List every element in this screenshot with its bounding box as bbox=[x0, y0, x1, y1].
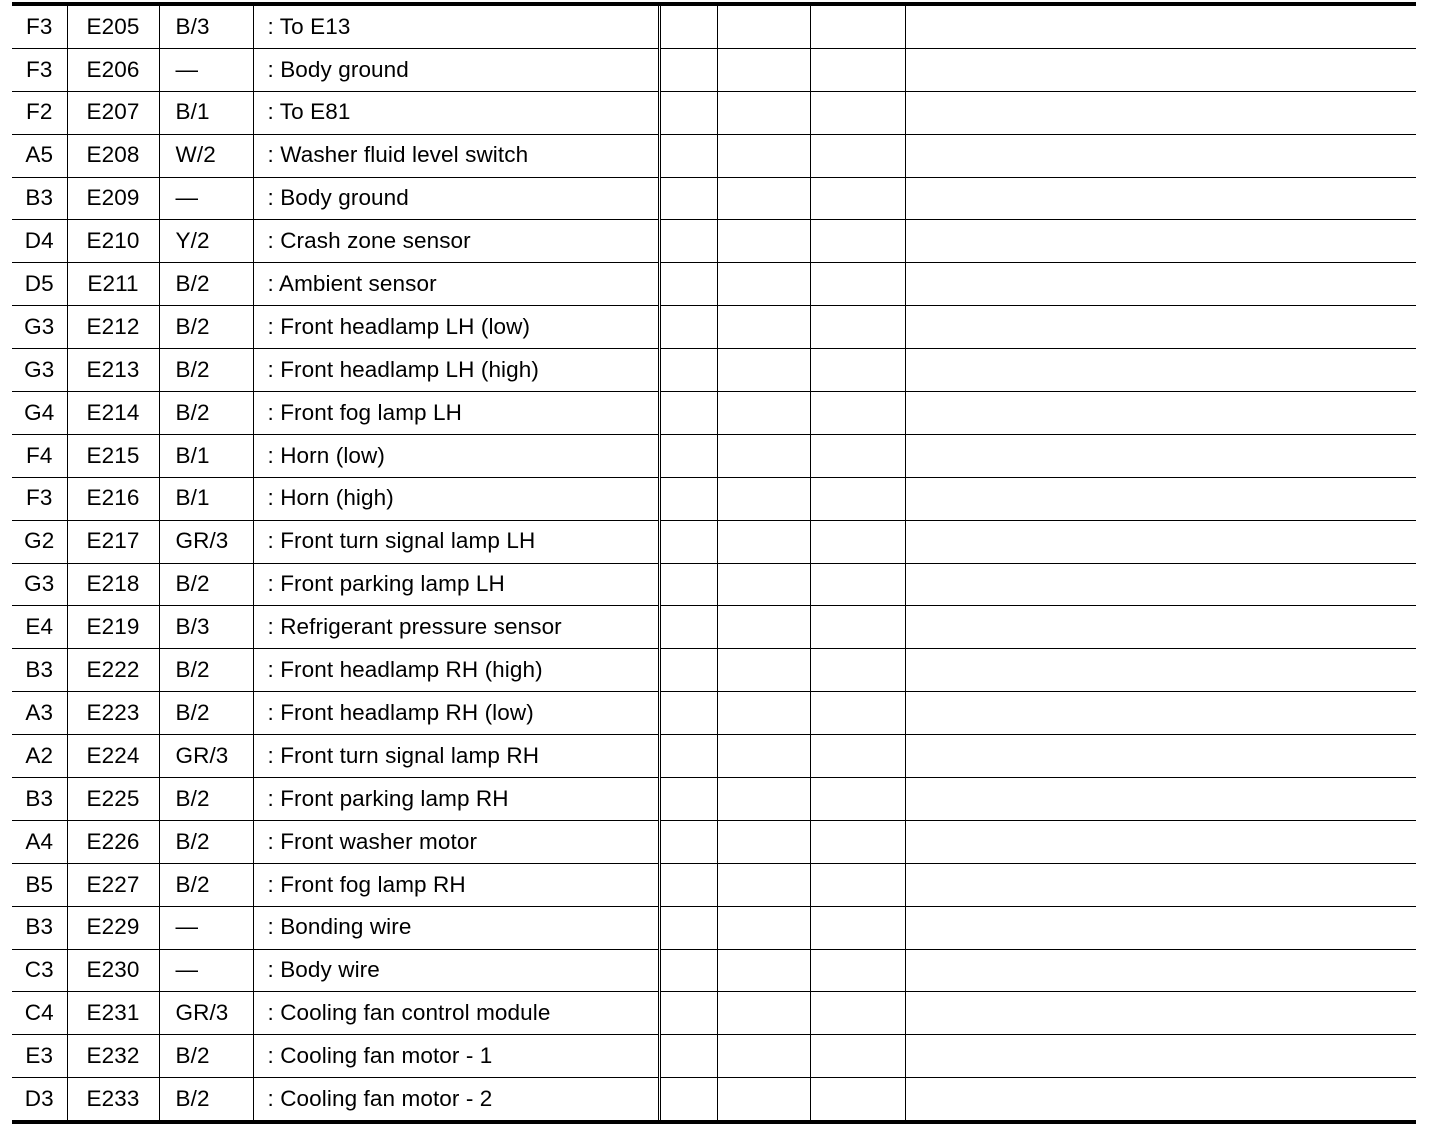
connector-color-pins-cell: B/2 bbox=[159, 306, 253, 349]
empty-cell bbox=[717, 392, 810, 435]
empty-cell bbox=[659, 349, 717, 392]
connector-description-cell: : Cooling fan motor - 2 bbox=[253, 1078, 659, 1122]
connector-id-cell: E212 bbox=[67, 306, 159, 349]
empty-cell bbox=[717, 820, 810, 863]
grid-reference-cell: B3 bbox=[12, 906, 67, 949]
empty-cell bbox=[659, 563, 717, 606]
empty-cell bbox=[810, 1078, 905, 1122]
grid-reference-cell: A2 bbox=[12, 735, 67, 778]
connector-description-cell: : Washer fluid level switch bbox=[253, 134, 659, 177]
table-row bbox=[12, 735, 1416, 778]
empty-cell bbox=[905, 91, 1416, 134]
empty-cell bbox=[810, 606, 905, 649]
grid-reference-cell: G3 bbox=[12, 306, 67, 349]
table-row bbox=[12, 91, 1416, 134]
grid-reference-cell: E4 bbox=[12, 606, 67, 649]
connector-id-cell: E226 bbox=[67, 820, 159, 863]
empty-cell bbox=[810, 520, 905, 563]
empty-cell bbox=[905, 863, 1416, 906]
empty-cell bbox=[905, 4, 1416, 48]
empty-cell bbox=[905, 134, 1416, 177]
connector-id-cell: E207 bbox=[67, 91, 159, 134]
empty-cell bbox=[810, 1035, 905, 1078]
empty-cell bbox=[810, 692, 905, 735]
connector-color-pins-cell: B/1 bbox=[159, 91, 253, 134]
empty-cell bbox=[659, 778, 717, 821]
empty-cell bbox=[659, 949, 717, 992]
table-row bbox=[12, 434, 1416, 477]
connector-color-pins-cell: B/2 bbox=[159, 863, 253, 906]
empty-cell bbox=[810, 48, 905, 91]
empty-cell bbox=[659, 263, 717, 306]
empty-cell bbox=[905, 1035, 1416, 1078]
connector-color-pins-cell: B/2 bbox=[159, 349, 253, 392]
empty-cell bbox=[717, 1078, 810, 1122]
empty-cell bbox=[810, 263, 905, 306]
empty-cell bbox=[659, 606, 717, 649]
empty-cell bbox=[905, 434, 1416, 477]
empty-cell bbox=[659, 134, 717, 177]
connector-id-cell: E223 bbox=[67, 692, 159, 735]
empty-cell bbox=[717, 778, 810, 821]
empty-cell bbox=[717, 48, 810, 91]
connector-description-cell: : Front fog lamp RH bbox=[253, 863, 659, 906]
connector-description-cell: : To E13 bbox=[253, 4, 659, 48]
table-row bbox=[12, 906, 1416, 949]
connector-color-pins-cell: B/2 bbox=[159, 1078, 253, 1122]
empty-cell bbox=[717, 863, 810, 906]
empty-cell bbox=[659, 4, 717, 48]
connector-color-pins-cell: B/3 bbox=[159, 4, 253, 48]
connector-id-cell: E227 bbox=[67, 863, 159, 906]
connector-color-pins-cell: B/2 bbox=[159, 649, 253, 692]
empty-cell bbox=[659, 520, 717, 563]
grid-reference-cell: B3 bbox=[12, 778, 67, 821]
connector-description-cell: : Front washer motor bbox=[253, 820, 659, 863]
empty-cell bbox=[659, 863, 717, 906]
connector-description-cell: : Bonding wire bbox=[253, 906, 659, 949]
connector-id-cell: E206 bbox=[67, 48, 159, 91]
connector-description-cell: : Front headlamp RH (high) bbox=[253, 649, 659, 692]
empty-cell bbox=[717, 91, 810, 134]
table-row bbox=[12, 306, 1416, 349]
connector-color-pins-cell: GR/3 bbox=[159, 992, 253, 1035]
connector-color-pins-cell: — bbox=[159, 906, 253, 949]
empty-cell bbox=[810, 949, 905, 992]
connector-color-pins-cell: — bbox=[159, 949, 253, 992]
connector-id-cell: E232 bbox=[67, 1035, 159, 1078]
connector-description-cell: : Crash zone sensor bbox=[253, 220, 659, 263]
empty-cell bbox=[717, 306, 810, 349]
empty-cell bbox=[717, 1035, 810, 1078]
connector-color-pins-cell: B/2 bbox=[159, 1035, 253, 1078]
connector-description-cell: : Horn (low) bbox=[253, 434, 659, 477]
empty-cell bbox=[810, 306, 905, 349]
grid-reference-cell: G3 bbox=[12, 563, 67, 606]
connector-color-pins-cell: B/2 bbox=[159, 563, 253, 606]
connector-id-cell: E217 bbox=[67, 520, 159, 563]
grid-reference-cell: B3 bbox=[12, 177, 67, 220]
connector-color-pins-cell: B/2 bbox=[159, 692, 253, 735]
table-row bbox=[12, 863, 1416, 906]
empty-cell bbox=[905, 177, 1416, 220]
grid-reference-cell: F3 bbox=[26, 13, 53, 39]
grid-reference-cell: A5 bbox=[12, 134, 67, 177]
connector-color-pins-cell: Y/2 bbox=[159, 220, 253, 263]
grid-reference-cell: D5 bbox=[12, 263, 67, 306]
empty-cell bbox=[659, 434, 717, 477]
empty-cell bbox=[659, 992, 717, 1035]
empty-cell bbox=[810, 820, 905, 863]
empty-cell bbox=[810, 349, 905, 392]
empty-cell bbox=[810, 992, 905, 1035]
empty-cell bbox=[717, 134, 810, 177]
empty-cell bbox=[717, 906, 810, 949]
empty-cell bbox=[717, 349, 810, 392]
empty-cell bbox=[905, 349, 1416, 392]
empty-cell bbox=[659, 1035, 717, 1078]
empty-cell bbox=[659, 91, 717, 134]
table-row bbox=[12, 1078, 1416, 1122]
empty-cell bbox=[810, 91, 905, 134]
grid-reference-cell: A4 bbox=[12, 820, 67, 863]
connector-color-pins-cell: B/1 bbox=[159, 477, 253, 520]
connector-id-cell: E215 bbox=[67, 434, 159, 477]
empty-cell bbox=[810, 392, 905, 435]
empty-cell bbox=[717, 735, 810, 778]
table-row bbox=[12, 392, 1416, 435]
connector-id-cell: E216 bbox=[67, 477, 159, 520]
empty-cell bbox=[905, 220, 1416, 263]
table-row bbox=[12, 1035, 1416, 1078]
empty-cell bbox=[810, 177, 905, 220]
empty-cell bbox=[717, 220, 810, 263]
connector-description-cell: : Front headlamp LH (low) bbox=[253, 306, 659, 349]
empty-cell bbox=[717, 563, 810, 606]
empty-cell bbox=[905, 649, 1416, 692]
empty-cell bbox=[905, 820, 1416, 863]
empty-cell bbox=[659, 392, 717, 435]
empty-cell bbox=[905, 263, 1416, 306]
empty-cell bbox=[717, 177, 810, 220]
connector-id-cell: E209 bbox=[67, 177, 159, 220]
connector-list-table bbox=[12, 2, 1416, 1124]
empty-cell bbox=[810, 649, 905, 692]
empty-cell bbox=[659, 735, 717, 778]
empty-cell bbox=[905, 949, 1416, 992]
connector-description-cell: : Front headlamp LH (high) bbox=[253, 349, 659, 392]
empty-cell bbox=[717, 692, 810, 735]
grid-reference-cell: C3 bbox=[12, 949, 67, 992]
grid-reference-cell: C4 bbox=[12, 992, 67, 1035]
empty-cell bbox=[810, 735, 905, 778]
empty-cell bbox=[717, 949, 810, 992]
table-row bbox=[12, 477, 1416, 520]
table-row bbox=[12, 263, 1416, 306]
grid-reference-cell: F2 bbox=[12, 91, 67, 134]
connector-description-cell: : Cooling fan motor - 1 bbox=[253, 1035, 659, 1078]
connector-id-cell: E211 bbox=[67, 263, 159, 306]
empty-cell bbox=[905, 520, 1416, 563]
empty-cell bbox=[905, 1078, 1416, 1122]
table-row bbox=[12, 134, 1416, 177]
empty-cell bbox=[905, 992, 1416, 1035]
connector-description-cell: : Cooling fan control module bbox=[253, 992, 659, 1035]
connector-description-cell: : Refrigerant pressure sensor bbox=[253, 606, 659, 649]
connector-description-cell: : Ambient sensor bbox=[253, 263, 659, 306]
connector-id-cell: E219 bbox=[67, 606, 159, 649]
empty-cell bbox=[659, 1078, 717, 1122]
connector-description-cell: : Front turn signal lamp LH bbox=[253, 520, 659, 563]
empty-cell bbox=[659, 820, 717, 863]
connector-id-cell: E213 bbox=[67, 349, 159, 392]
connector-description-cell: : Front headlamp RH (low) bbox=[253, 692, 659, 735]
table-row bbox=[12, 692, 1416, 735]
empty-cell bbox=[659, 220, 717, 263]
empty-cell bbox=[810, 4, 905, 48]
grid-reference-cell: G2 bbox=[12, 520, 67, 563]
connector-color-pins-cell: W/2 bbox=[159, 134, 253, 177]
connector-color-pins-cell: B/3 bbox=[159, 606, 253, 649]
table-row bbox=[12, 220, 1416, 263]
table-row bbox=[12, 949, 1416, 992]
connector-id-cell: E225 bbox=[67, 778, 159, 821]
connector-id-cell: E233 bbox=[67, 1078, 159, 1122]
table-row bbox=[12, 48, 1416, 91]
connector-color-pins-cell: B/2 bbox=[159, 263, 253, 306]
empty-cell bbox=[810, 863, 905, 906]
connector-id-cell: E224 bbox=[67, 735, 159, 778]
connector-description-cell: : To E81 bbox=[253, 91, 659, 134]
empty-cell bbox=[905, 48, 1416, 91]
connector-id-cell: E208 bbox=[67, 134, 159, 177]
connector-color-pins-cell: GR/3 bbox=[159, 735, 253, 778]
connector-description-cell: : Body wire bbox=[253, 949, 659, 992]
empty-cell bbox=[659, 177, 717, 220]
connector-list-body bbox=[12, 4, 1416, 1122]
grid-reference-cell: D4 bbox=[12, 220, 67, 263]
connector-color-pins-cell: GR/3 bbox=[159, 520, 253, 563]
empty-cell bbox=[659, 692, 717, 735]
grid-reference-cell: B3 bbox=[12, 649, 67, 692]
table-row bbox=[12, 349, 1416, 392]
empty-cell bbox=[717, 606, 810, 649]
connector-id-cell: E231 bbox=[67, 992, 159, 1035]
connector-color-pins-cell: B/2 bbox=[159, 820, 253, 863]
connector-color-pins-cell: — bbox=[159, 177, 253, 220]
empty-cell bbox=[717, 263, 810, 306]
table-row bbox=[12, 820, 1416, 863]
connector-id-cell: E222 bbox=[67, 649, 159, 692]
empty-cell bbox=[905, 306, 1416, 349]
empty-cell bbox=[717, 992, 810, 1035]
empty-cell bbox=[810, 778, 905, 821]
connector-id-cell: E230 bbox=[67, 949, 159, 992]
grid-reference-cell: F3 bbox=[12, 48, 67, 91]
connector-description-cell: : Front parking lamp RH bbox=[253, 778, 659, 821]
grid-reference-cell: G3 bbox=[12, 349, 67, 392]
empty-cell bbox=[659, 306, 717, 349]
empty-cell bbox=[659, 477, 717, 520]
empty-cell bbox=[905, 778, 1416, 821]
table-row bbox=[12, 177, 1416, 220]
empty-cell bbox=[905, 735, 1416, 778]
empty-cell bbox=[659, 649, 717, 692]
grid-reference-cell: D3 bbox=[12, 1078, 67, 1122]
connector-description-cell: : Front parking lamp LH bbox=[253, 563, 659, 606]
connector-id-cell: E218 bbox=[67, 563, 159, 606]
table-row bbox=[12, 992, 1416, 1035]
connector-id-cell: E210 bbox=[67, 220, 159, 263]
empty-cell bbox=[717, 434, 810, 477]
grid-reference-cell: G4 bbox=[12, 392, 67, 435]
table-row bbox=[12, 778, 1416, 821]
grid-reference-cell: F3 bbox=[12, 477, 67, 520]
empty-cell bbox=[810, 563, 905, 606]
empty-cell bbox=[905, 392, 1416, 435]
empty-cell bbox=[717, 4, 810, 48]
connector-id-cell: E205 bbox=[67, 4, 159, 48]
connector-id-cell: E214 bbox=[67, 392, 159, 435]
connector-color-pins-cell: B/2 bbox=[159, 392, 253, 435]
connector-description-cell: : Front turn signal lamp RH bbox=[253, 735, 659, 778]
connector-description-cell: : Horn (high) bbox=[253, 477, 659, 520]
grid-reference-cell: A3 bbox=[12, 692, 67, 735]
connector-description-cell: : Body ground bbox=[253, 48, 659, 91]
empty-cell bbox=[810, 906, 905, 949]
empty-cell bbox=[905, 692, 1416, 735]
connector-description-cell: : Front fog lamp LH bbox=[253, 392, 659, 435]
empty-cell bbox=[810, 477, 905, 520]
empty-cell bbox=[905, 906, 1416, 949]
empty-cell bbox=[810, 220, 905, 263]
table-row bbox=[12, 563, 1416, 606]
connector-description-cell: : Body ground bbox=[253, 177, 659, 220]
grid-reference-cell: B5 bbox=[12, 863, 67, 906]
connector-color-pins-cell: — bbox=[159, 48, 253, 91]
connector-color-pins-cell: B/2 bbox=[159, 778, 253, 821]
grid-reference-cell: F4 bbox=[12, 434, 67, 477]
connector-id-cell: E229 bbox=[67, 906, 159, 949]
empty-cell bbox=[810, 434, 905, 477]
empty-cell bbox=[905, 477, 1416, 520]
table-row bbox=[12, 520, 1416, 563]
empty-cell bbox=[905, 606, 1416, 649]
empty-cell bbox=[810, 134, 905, 177]
empty-cell bbox=[659, 48, 717, 91]
table-row bbox=[12, 606, 1416, 649]
empty-cell bbox=[659, 906, 717, 949]
empty-cell bbox=[717, 649, 810, 692]
empty-cell bbox=[717, 520, 810, 563]
empty-cell bbox=[717, 477, 810, 520]
connector-color-pins-cell: B/1 bbox=[159, 434, 253, 477]
empty-cell bbox=[905, 563, 1416, 606]
grid-reference-cell: E3 bbox=[12, 1035, 67, 1078]
table-row bbox=[12, 4, 1416, 48]
table-row bbox=[12, 649, 1416, 692]
